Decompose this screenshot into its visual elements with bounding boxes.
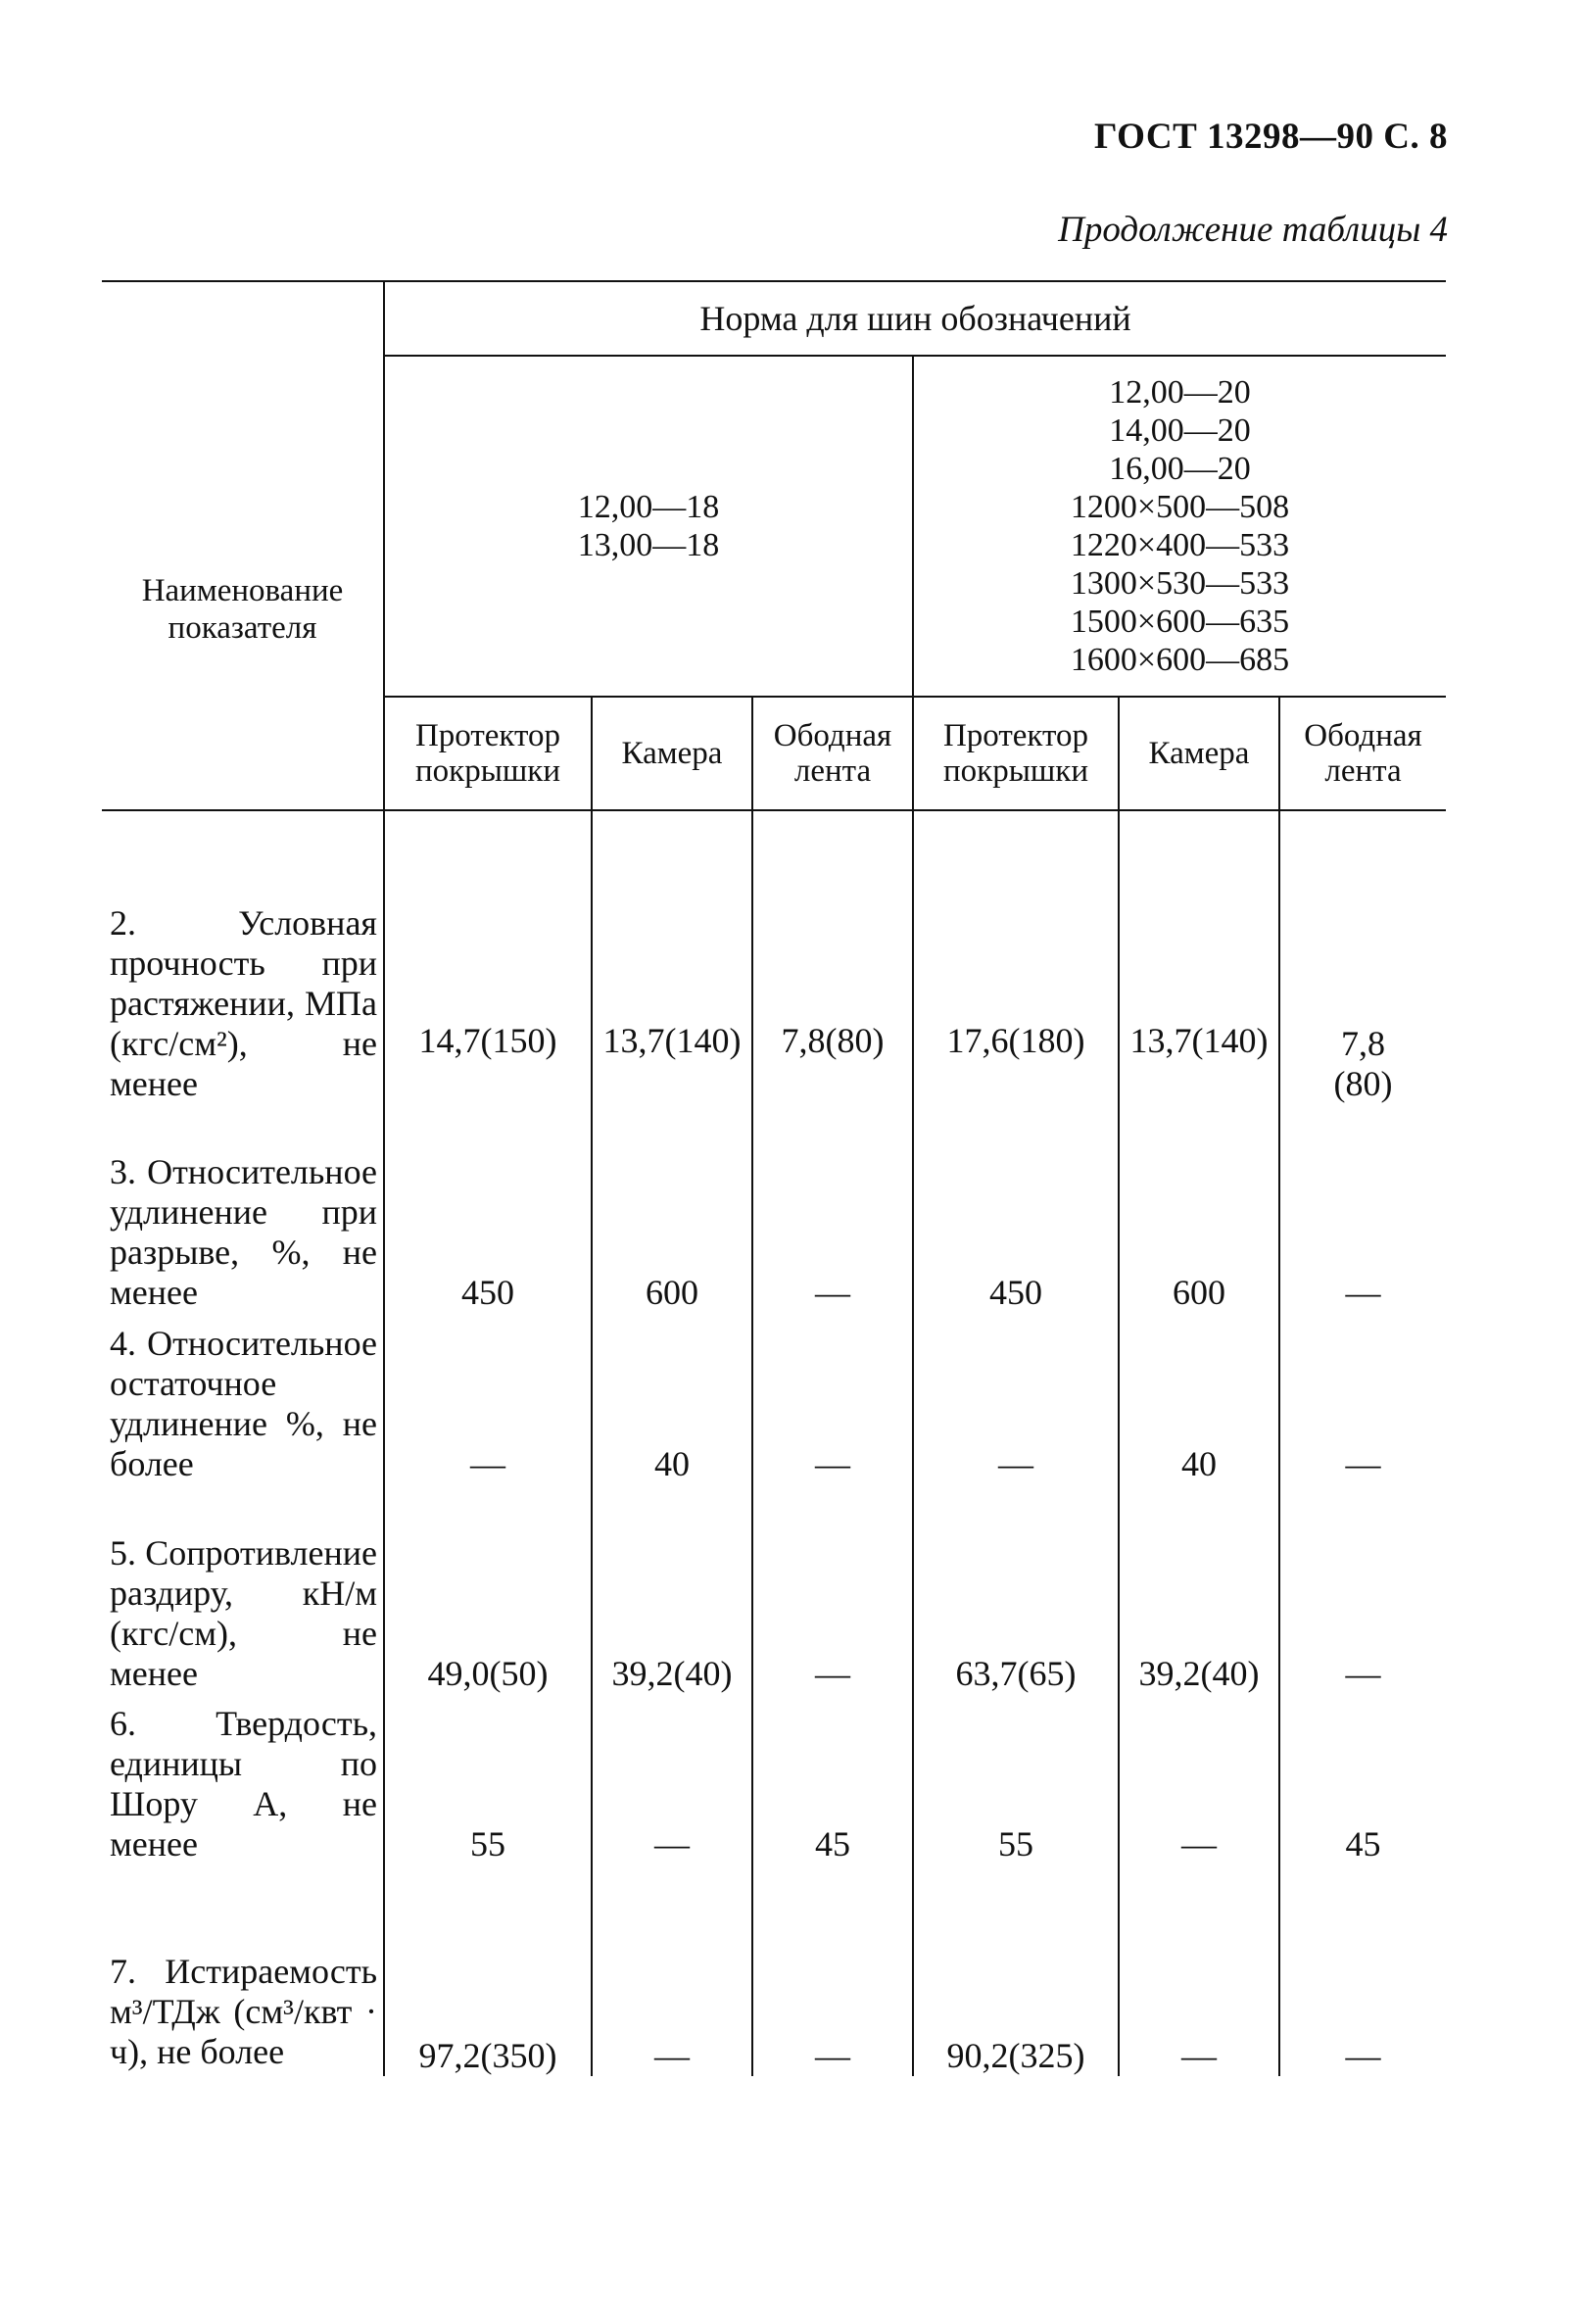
value-cell: — [1279,1313,1446,1484]
value-cell: 55 [913,1694,1119,1864]
specifications-table [102,280,1446,2076]
tire-size: 1300×530—533 [1070,565,1290,602]
table-row [102,1484,1446,1694]
subcolumn-header: Камера [1119,697,1279,810]
value-cell: — [592,1694,752,1864]
value-cell: 40 [1119,1313,1279,1484]
norm-group-header: Норма для шин обозначений [384,281,1446,356]
value-cell: 45 [1279,1694,1446,1864]
value-cell: — [384,1313,592,1484]
value-cell: 97,2(350) [384,1864,592,2076]
value-cell: — [1119,1864,1279,2076]
value-cell: — [913,1313,1119,1484]
value-cell: 13,7(140) [1119,810,1279,1104]
tire-size: 14,00—20 [1109,412,1251,449]
indicator-name: 6. Твердость, единицы по Шору A, не менее [110,1704,377,1864]
value-cell: 600 [592,1104,752,1313]
value-cell: — [752,1484,913,1694]
document-page-header: ГОСТ 13298—90 С. 8 [1094,117,1448,157]
value-cell: — [592,1864,752,2076]
subcolumn-header: Протектор покрышки [913,697,1119,810]
value-cell: — [752,1313,913,1484]
indicator-name: 3. Относительное удлинение при разрыве, %, не менее [110,1152,377,1312]
value-cell: — [1279,1484,1446,1694]
value-cell: — [1279,1104,1446,1313]
value-cell: 45 [752,1694,913,1864]
tire-size: 16,00—20 [1109,451,1251,487]
indicator-name: 7. Истираемость м³/ТДж (см³/квт · ч), не более [110,1952,377,2071]
table-row [102,1694,1446,1864]
value-cell: — [1279,1864,1446,2076]
table-row [102,1104,1446,1313]
subcolumn-header: Ободная лента [1279,697,1446,810]
value-cell: 63,7(65) [913,1484,1119,1694]
value-cell: 14,7(150) [384,810,592,1104]
value-cell: 49,0(50) [384,1484,592,1694]
table-row [102,1864,1446,2076]
value-cell: — [752,1864,913,2076]
subcolumn-header: Камера [592,697,752,810]
value-cell: 450 [384,1104,592,1313]
tire-size: 12,00—18 [577,489,720,525]
value-cell: 13,7(140) [592,810,752,1104]
tire-size: 12,00—20 [1109,374,1251,411]
value-cell: — [1119,1694,1279,1864]
tire-size: 1220×400—533 [1070,527,1290,563]
value-cell: 600 [1119,1104,1279,1313]
tire-size: 1500×600—635 [1070,604,1290,640]
value-cell: 55 [384,1694,592,1864]
tire-size: 1600×600—685 [1070,642,1290,678]
table-continuation-caption: Продолжение таблицы 4 [1058,210,1448,250]
value-cell: 7,8(80) [752,810,913,1104]
value-cell: — [752,1104,913,1313]
value-cell: 7,8 (80) [1279,810,1446,1104]
indicator-name: 2. Условная прочность при растяжении, МПа (кгс/см²), не менее [110,903,377,1103]
value-cell: 90,2(325) [913,1864,1119,2076]
tire-size: 13,00—18 [577,527,720,563]
value-cell: 450 [913,1104,1119,1313]
tire-size-group-1 [384,356,913,697]
value-cell: 39,2(40) [592,1484,752,1694]
value-cell: 17,6(180) [913,810,1119,1104]
table-row [102,810,1446,1104]
table-row [102,1313,1446,1484]
tire-size: 1200×500—508 [1070,489,1290,525]
tire-size-group-2 [913,356,1446,697]
indicator-column-header: Наименование показателя [102,281,384,810]
indicator-name: 5. Сопротивление раздиру, кН/м (кгс/см), не менее [110,1533,377,1693]
subcolumn-header: Ободная лента [752,697,913,810]
indicator-name: 4. Относительное остаточное удлинение %, не более [110,1324,377,1483]
value-cell: 40 [592,1313,752,1484]
value-cell: 39,2(40) [1119,1484,1279,1694]
subcolumn-header: Протектор покрышки [384,697,592,810]
